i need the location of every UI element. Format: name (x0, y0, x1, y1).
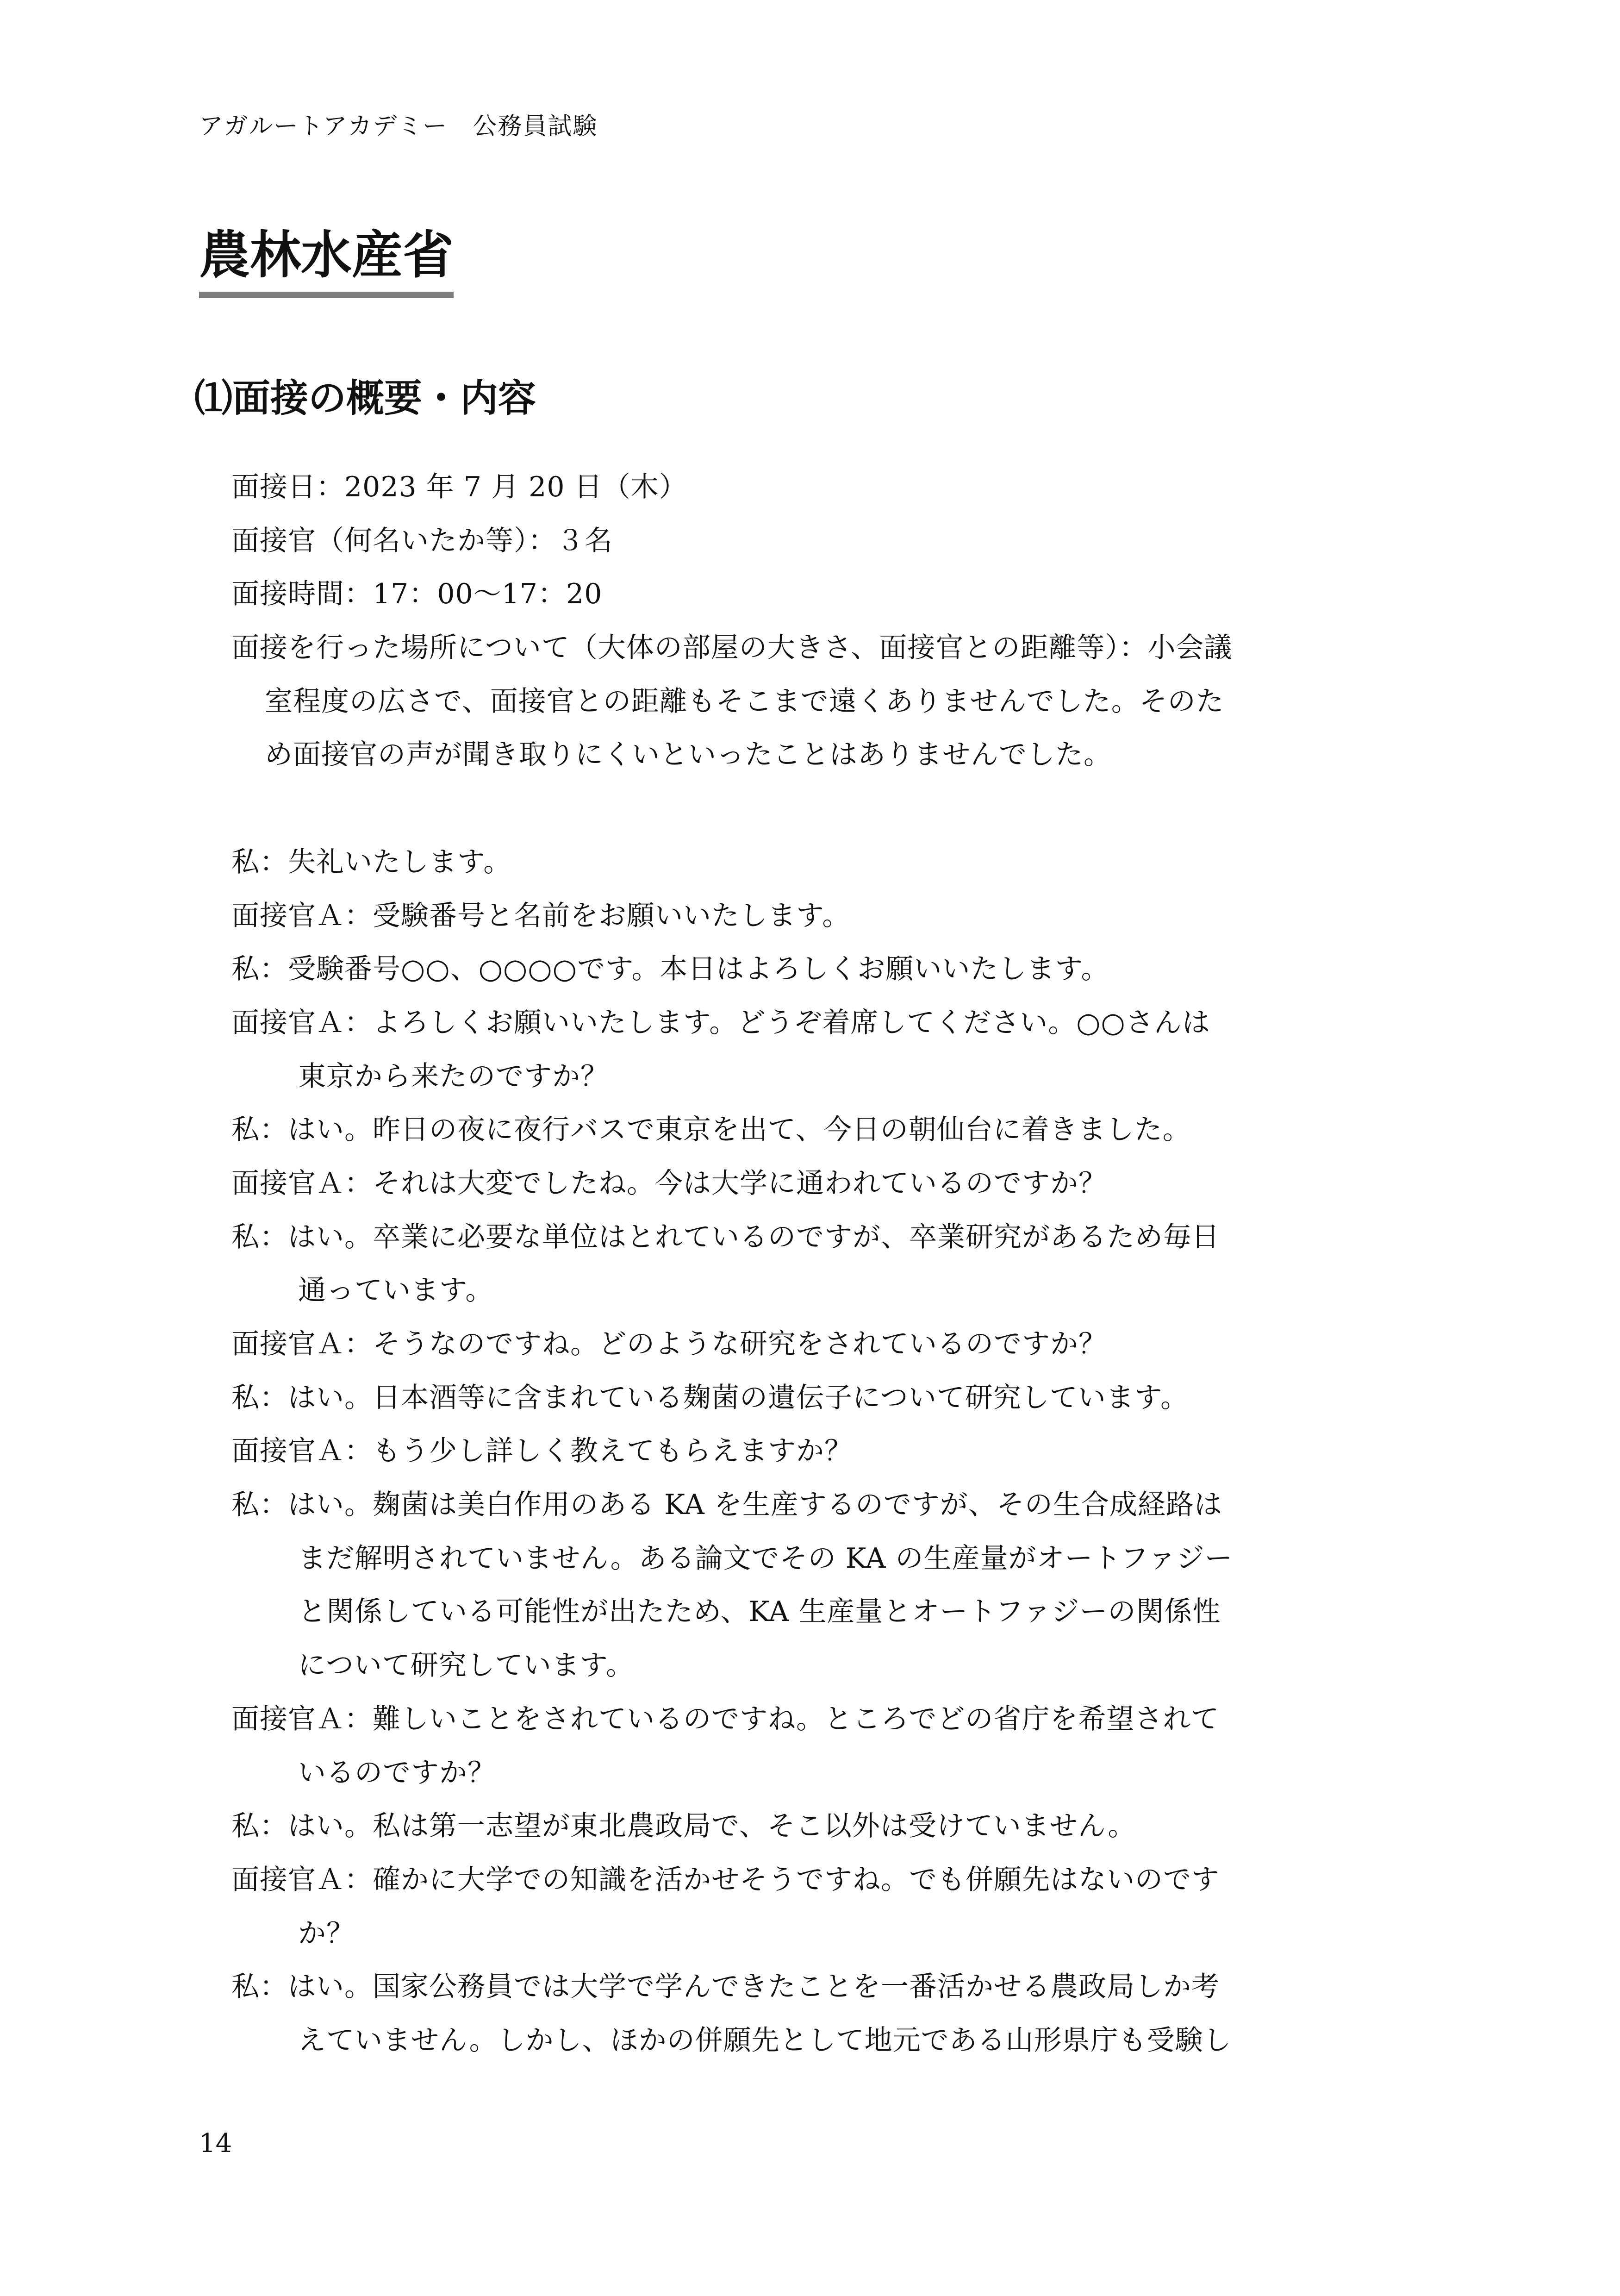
summary-line: 面接日：2023 年 7 月 20 日（木） (231, 471, 687, 503)
dialogue-line: 私：受験番号○○、○○○○です。本日はよろしくお願いいたします。 (231, 953, 1109, 986)
page-number: 14 (199, 2128, 232, 2158)
dialogue-line: と関係している可能性が出たため、KA 生産量とオートファジーの関係性 (298, 1595, 1221, 1628)
dialogue-line: 私：はい。卒業に必要な単位はとれているのですが、卒業研究があるため毎日 (231, 1220, 1220, 1253)
dialogue-line: 通っています。 (298, 1274, 494, 1307)
dialogue-line: 面接官Ａ：受験番号と名前をお願いいたします。 (231, 899, 851, 932)
dialogue-line: 私：失礼いたします。 (231, 845, 512, 878)
summary-line: 面接を行った場所について（大体の部屋の大きさ、面接官との距離等）：小会議 (231, 632, 1233, 664)
dialogue-line: 面接官Ａ：難しいことをされているのですね。ところでどの省庁を希望されて (231, 1702, 1220, 1735)
dialogue-line: 面接官Ａ：よろしくお願いいたします。どうぞ着席してください。○○さんは (231, 1006, 1210, 1039)
dialogue-line: 私：はい。昨日の夜に夜行バスで東京を出て、今日の朝仙台に着きました。 (231, 1114, 1191, 1146)
dialogue-line: 私：はい。麹菌は美白作用のある KA を生産するのですが、その生合成経路は (231, 1489, 1222, 1521)
dialogue-line: 東京から来たのですか？ (298, 1060, 609, 1093)
dialogue-line: 私：はい。国家公務員では大学で学んできたことを一番活かせる農政局しか考 (231, 1971, 1220, 2003)
body-text (231, 461, 1398, 2068)
summary-line: 面接官（何名いたか等）：３名 (231, 524, 613, 557)
section-heading: ⑴面接の概要・内容 (194, 376, 536, 420)
summary-line: 室程度の広さで、面接官との距離もそこまで遠くありませんでした。そのた (265, 685, 1224, 718)
dialogue-line: について研究しています。 (298, 1649, 634, 1682)
dialogue-line: 面接官Ａ：もう少し詳しく教えてもらえますか？ (231, 1435, 853, 1468)
dialogue-line: いるのですか？ (298, 1756, 496, 1789)
paragraph-spacer (231, 782, 1398, 836)
dialogue-line: か？ (298, 1917, 355, 1950)
chapter-title: 農林水産省 (199, 225, 454, 298)
dialogue-line: 面接官Ａ：そうなのですね。どのような研究をされているのですか？ (231, 1328, 1107, 1360)
dialogue-line: 面接官Ａ：それは大変でしたね。今は大学に通われているのですか？ (231, 1167, 1107, 1200)
dialogue-line: 私：はい。私は第一志望が東北農政局で、そこ以外は受けていません。 (231, 1810, 1136, 1843)
dialogue-line: 面接官Ａ：確かに大学での知識を活かせそうですね。でも併願先はないのです (231, 1863, 1220, 1896)
dialogue-line: まだ解明されていません。ある論文でその KA の生産量がオートファジー (298, 1542, 1233, 1575)
dialogue-line: 私：はい。日本酒等に含まれている麹菌の遺伝子について研究しています。 (231, 1381, 1189, 1414)
dialogue-line: えていません。しかし、ほかの併願先として地元である山形県庁も受験し (298, 2024, 1232, 2057)
summary-line: 面接時間：17：00〜17：20 (231, 578, 603, 611)
running-head: アガルートアカデミー 公務員試験 (199, 113, 598, 140)
summary-line: め面接官の声が聞き取りにくいといったことはありませんでした。 (265, 738, 1112, 771)
